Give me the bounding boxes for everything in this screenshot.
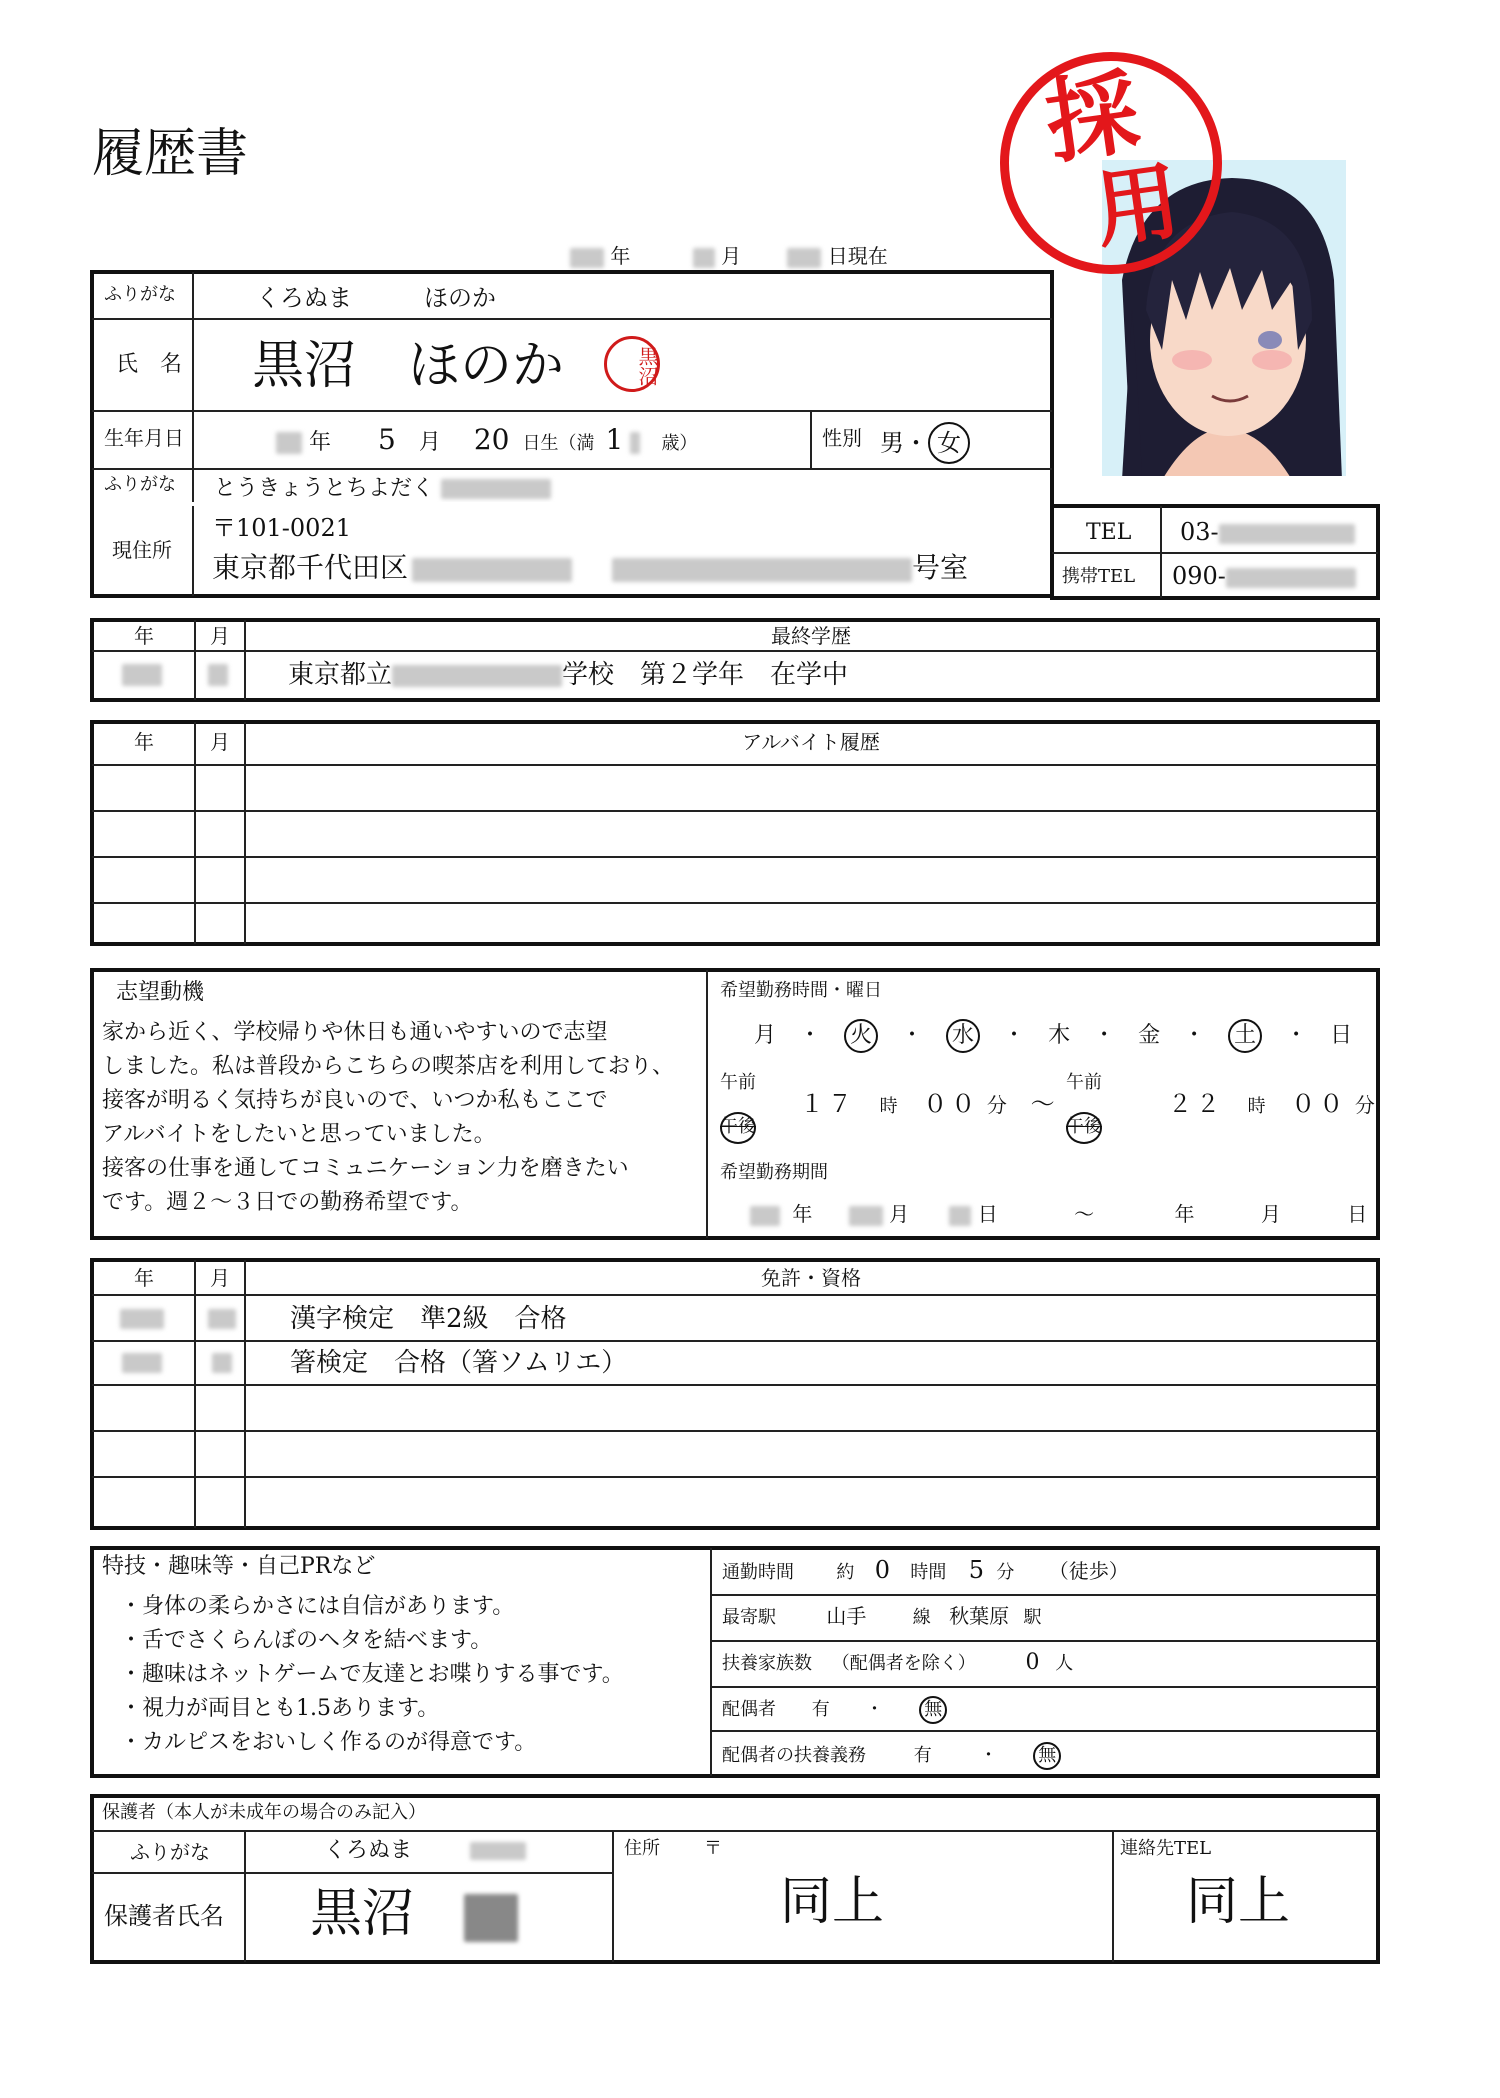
lic-title: 免許・資格 (761, 1266, 861, 1290)
lic-month-header: 月 (210, 1266, 230, 1290)
skills-title: 特技・趣味等・自己PRなど (102, 1554, 376, 1579)
date-line: 年 月 日現在 (570, 246, 888, 268)
guardian-furigana-value: くろぬま (324, 1840, 526, 1862)
schedule-title: 希望勤務時間・曜日 (720, 980, 882, 1001)
period-title: 希望勤務期間 (720, 1162, 828, 1183)
mobile-label: 携帯TEL (1062, 566, 1136, 587)
day-fri: 金 (1138, 1023, 1161, 1048)
station-row: 最寄駅 山手 線 秋葉原 駅 (722, 1604, 1042, 1628)
address-label: 現住所 (112, 538, 172, 562)
edu-month-header: 月 (210, 624, 230, 648)
document-title: 履歴書 (92, 124, 249, 184)
guardian-postal-mark: 〒 (704, 1838, 722, 1859)
edu-year-header: 年 (134, 624, 154, 648)
end-pm: 午後 (1066, 1116, 1102, 1137)
guardian-address-value: 同上 (780, 1872, 885, 1932)
schedule-days: 月 ・ 火 ・ 水 ・ 木 ・ 金 ・ 土 ・ 日 (754, 1018, 1352, 1054)
work-title: アルバイト履歴 (742, 730, 880, 754)
address-furigana-label: ふりがな (104, 474, 176, 495)
day-mon: 月 (754, 1023, 777, 1048)
start-pm: 午後 (720, 1116, 756, 1137)
lic-year-header: 年 (134, 1266, 154, 1290)
personal-info-box (90, 270, 1054, 506)
guardian-address-label: 住所 (624, 1838, 660, 1859)
tel-label: TEL (1086, 520, 1132, 545)
guardian-furigana-label: ふりがな (130, 1840, 210, 1864)
end-time: ２２ 時 ００ 分 (1168, 1090, 1375, 1118)
edu-entry: 東京都立 学校 第２学年 在学中 (288, 660, 849, 690)
work-year-header: 年 (134, 730, 154, 754)
end-am: 午前 (1066, 1072, 1102, 1093)
guardian-tel-value: 同上 (1186, 1872, 1291, 1932)
day-wed: 水 (952, 1023, 975, 1048)
name-label: 氏 名 (116, 352, 183, 377)
guardian-name-value: 黒沼 (310, 1888, 518, 1942)
guardian-title: 保護者（本人が未成年の場合のみ記入） (102, 1802, 426, 1823)
postal-code: 〒101-0021 (212, 514, 351, 542)
work-history-box (90, 720, 1380, 946)
period-range: 年 月 日 ～ 年 月 日 (750, 1204, 1367, 1226)
name-seal: 黒沼 (604, 336, 660, 392)
day-sat: 土 (1234, 1023, 1257, 1048)
guardian-tel-label: 連絡先TEL (1120, 1838, 1212, 1859)
mobile-value: 090- (1172, 564, 1356, 588)
edu-title: 最終学歴 (771, 624, 851, 648)
day-sun: 日 (1330, 1023, 1353, 1048)
motivation-title: 志望動機 (116, 980, 205, 1005)
day-thu: 木 (1048, 1023, 1071, 1048)
start-am: 午前 (720, 1072, 756, 1093)
spouse-row: 配偶者 有 ・ 無 (722, 1696, 947, 1724)
license-item-1: 漢字検定 準2級 合格 (290, 1304, 567, 1334)
support-row: 配偶者の扶養義務 有 ・ 無 (722, 1742, 1061, 1770)
tel-value: 03- (1180, 520, 1355, 544)
address-line: 東京都千代田区 号室 (212, 551, 969, 584)
gender-label: 性別 (822, 426, 862, 450)
furigana-value: くろぬま ほのか (256, 284, 496, 312)
stamp-char-1: 採 (1039, 57, 1146, 178)
address-furigana-value: とうきょうとちよだく (214, 478, 551, 500)
start-time: １７ 時 ００ 分 ～ (800, 1090, 1055, 1118)
dependents-row: 扶養家族数 （配偶者を除く） 0 人 (722, 1650, 1074, 1675)
commute-row: 通勤時間 約 0 時間 5 分 （徒歩） (722, 1556, 1129, 1584)
guardian-name-label: 保護者氏名 (104, 1902, 224, 1930)
birth-date: 年 5 月 20 日生（満 1 歳） (276, 426, 697, 454)
support-no: 無 (1038, 1745, 1057, 1766)
furigana-label: ふりがな (104, 284, 176, 305)
spouse-no: 無 (924, 1699, 943, 1720)
licenses-box (90, 1258, 1380, 1530)
gender-options: 男・ 女 (880, 422, 970, 464)
birth-label: 生年月日 (104, 426, 184, 450)
motivation-text: 家から近く、学校帰りや休日も通いやすいので志望 しました。私は普段からこちらの喫茶店を利用しており、 接客が明るく気持ちが良いので、いつか私もここで アルバイトをしたいと思っていました。 接客の仕事を通してコミュニケーション力を磨きたい です。週２～３日での勤務希望です。 (102, 1020, 675, 1215)
skills-list: ・身体の柔らかさには自信があります。 ・舌でさくらんぼのヘタを結べます。 ・趣味はネットゲームで友達とお喋りする事です。 ・視力が両目とも1.5あります。 ・カルピスをおいしく作るのが得意です。 (120, 1594, 624, 1755)
gender-female: 女 (937, 429, 961, 457)
day-tue: 火 (850, 1023, 873, 1048)
license-item-2: 箸検定 合格（箸ソムリエ） (290, 1348, 628, 1378)
name-value: 黒沼 ほのか (252, 336, 565, 396)
work-month-header: 月 (210, 730, 230, 754)
stamp-char-2: 用 (1088, 150, 1186, 261)
